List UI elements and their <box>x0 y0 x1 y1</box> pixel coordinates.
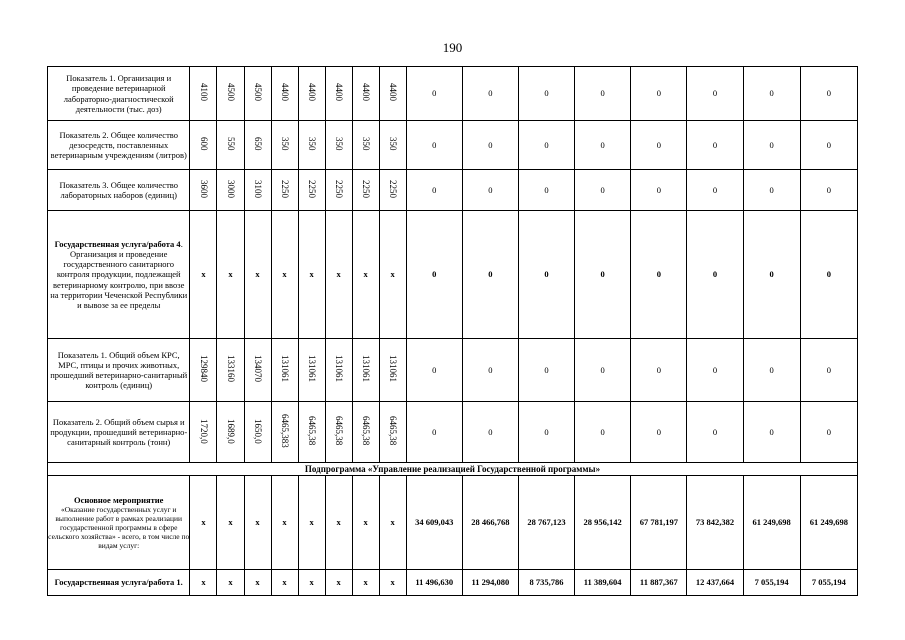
service-name-cell <box>48 211 190 339</box>
indicator-name-cell: Показатель 1. Организация и проведение ветеринарной лабораторно-диагностической деятельности (тыс. доз) <box>48 67 190 121</box>
indicator-value-cell <box>325 67 352 121</box>
amount-cell: 0 <box>631 67 687 121</box>
main-event-title: Основное мероприятие <box>73 494 164 505</box>
amount-cell: 11 496,630 <box>406 570 462 596</box>
amount-cell: 0 <box>575 402 631 463</box>
amount-cell: 0 <box>800 121 857 170</box>
indicator-value-cell <box>190 121 217 170</box>
indicator-value-cell-text: 4400 <box>388 83 399 102</box>
indicator-value-cell-text: 6465,38 <box>388 416 399 446</box>
amount-cell: 0 <box>462 211 518 339</box>
indicator-value-cell-text: 4500 <box>252 83 263 102</box>
amount-cell: 0 <box>462 402 518 463</box>
subprogram-row <box>48 463 858 476</box>
amount-cell: 0 <box>462 339 518 402</box>
amount-cell: 0 <box>743 170 800 211</box>
indicator-value-cell: x <box>190 570 217 596</box>
indicator-value-cell-text: 2250 <box>306 179 317 198</box>
indicator-value-cell-text: 134070 <box>252 355 263 383</box>
amount-cell: 0 <box>575 170 631 211</box>
amount-cell: 61 249,698 <box>800 476 857 570</box>
amount-cell: 0 <box>406 402 462 463</box>
amount-cell: 28 956,142 <box>575 476 631 570</box>
amount-cell: 0 <box>743 211 800 339</box>
indicator-value-cell <box>352 67 379 121</box>
amount-cell: 0 <box>406 170 462 211</box>
indicator-value-cell-text: 131061 <box>388 355 399 383</box>
amount-cell: 11 294,080 <box>462 570 518 596</box>
indicator-value-cell-text: 6465,383 <box>279 414 290 448</box>
indicator-value-cell-text: 133160 <box>225 355 236 383</box>
indicator-value-cell <box>298 339 325 402</box>
indicator-value-cell <box>325 121 352 170</box>
indicator-value-cell: x <box>244 211 271 339</box>
indicator-value-cell <box>379 402 406 463</box>
table-row <box>48 121 858 170</box>
amount-cell: 12 437,664 <box>687 570 743 596</box>
main-event-description: «Оказание государственных услуг и выполнение работ в рамках реализации государственной программы в сфере сельского хозяйства» - всего, в том числе по видам услуг: <box>48 505 190 551</box>
indicator-value-cell <box>379 121 406 170</box>
amount-cell: 0 <box>743 67 800 121</box>
amount-cell: 0 <box>687 67 743 121</box>
amount-cell: 28 466,768 <box>462 476 518 570</box>
table-row <box>48 170 858 211</box>
amount-cell: 0 <box>575 211 631 339</box>
indicator-value-cell: x <box>298 476 325 570</box>
indicator-value-cell-text: 2250 <box>279 179 290 198</box>
indicator-value-cell <box>379 67 406 121</box>
indicator-value-cell <box>217 339 244 402</box>
indicator-value-cell-text: 2250 <box>361 179 372 198</box>
indicator-value-cell <box>271 121 298 170</box>
amount-cell: 0 <box>518 67 574 121</box>
indicator-name-cell: Показатель 1. Общий объем КРС, МРС, птицы и прочих животных, прошедший ветеринарно-санитарный контроль (единиц) <box>48 339 190 402</box>
amount-cell: 7 055,194 <box>800 570 857 596</box>
amount-cell: 0 <box>462 121 518 170</box>
amount-cell: 8 735,786 <box>518 570 574 596</box>
amount-cell: 0 <box>518 402 574 463</box>
indicator-value-cell-text: 3000 <box>225 179 236 198</box>
indicator-value-cell-text: 4100 <box>198 83 209 102</box>
indicator-value-cell: x <box>379 476 406 570</box>
indicator-value-cell: x <box>352 570 379 596</box>
amount-cell: 0 <box>462 170 518 211</box>
indicator-value-cell-text: 3100 <box>252 179 263 198</box>
indicator-value-cell: x <box>325 476 352 570</box>
table-row <box>48 67 858 121</box>
indicator-value-cell-text: 6465,38 <box>334 416 344 446</box>
service-description: . Организация и проведение государственного санитарного контроля продукции, подлежащей ветеринарному контролю, при ввозе на территории Чеченской Республики и вывозе за ее пределы <box>50 238 188 310</box>
amount-cell: 0 <box>631 211 687 339</box>
indicator-value-cell: x <box>190 211 217 339</box>
amount-cell: 61 249,698 <box>743 476 800 570</box>
amount-cell: 11 887,367 <box>631 570 687 596</box>
indicator-value-cell-text: 1689,0 <box>225 418 236 444</box>
page-number: 190 <box>442 40 463 55</box>
indicator-value-cell <box>352 121 379 170</box>
amount-cell: 34 609,043 <box>406 476 462 570</box>
indicator-value-cell: x <box>217 570 244 596</box>
main-event-name-cell <box>48 476 190 570</box>
amount-cell: 0 <box>631 339 687 402</box>
indicator-value-cell <box>325 170 352 211</box>
amount-cell: 0 <box>800 402 857 463</box>
indicator-value-cell: x <box>217 476 244 570</box>
indicator-value-cell <box>352 402 379 463</box>
indicator-value-cell-text: 4400 <box>279 83 290 102</box>
indicator-value-cell: x <box>271 211 298 339</box>
indicator-value-cell: x <box>244 570 271 596</box>
amount-cell: 0 <box>575 121 631 170</box>
amount-cell: 0 <box>800 339 857 402</box>
indicator-value-cell <box>244 170 271 211</box>
amount-cell: 11 389,604 <box>575 570 631 596</box>
subprogram-title: Подпрограмма «Управление реализацией Государственной программы» <box>48 463 858 476</box>
indicator-value-cell-text: 131061 <box>334 355 344 383</box>
indicator-value-cell <box>298 121 325 170</box>
amount-cell: 0 <box>687 170 743 211</box>
budget-table <box>47 66 858 596</box>
amount-cell: 67 781,197 <box>631 476 687 570</box>
amount-cell: 0 <box>631 121 687 170</box>
indicator-value-cell-text: 4400 <box>361 83 372 102</box>
amount-cell: 0 <box>631 402 687 463</box>
indicator-value-cell <box>244 339 271 402</box>
main-event-row <box>48 476 858 570</box>
amount-cell: 0 <box>687 211 743 339</box>
indicator-value-cell: x <box>352 476 379 570</box>
indicator-value-cell <box>217 121 244 170</box>
amount-cell: 0 <box>406 339 462 402</box>
indicator-value-cell <box>298 402 325 463</box>
indicator-value-cell <box>271 402 298 463</box>
indicator-name-cell: Показатель 2. Общее количество дезосредств, поставленных ветеринарным учреждениям (литров) <box>48 121 190 170</box>
indicator-value-cell-text: 1650,0 <box>252 418 263 444</box>
indicator-value-cell-text: 1720,0 <box>198 418 209 444</box>
table-row <box>48 402 858 463</box>
amount-cell: 0 <box>406 121 462 170</box>
indicator-value-cell <box>190 339 217 402</box>
indicator-value-cell-text: 350 <box>334 137 344 151</box>
service-title: Государственная услуга/работа 4 <box>54 238 181 249</box>
indicator-value-cell: x <box>298 211 325 339</box>
indicator-value-cell <box>244 402 271 463</box>
indicator-value-cell-text: 6465,38 <box>361 416 372 446</box>
indicator-value-cell: x <box>271 570 298 596</box>
amount-cell: 0 <box>406 211 462 339</box>
amount-cell: 0 <box>575 339 631 402</box>
indicator-value-cell: x <box>325 211 352 339</box>
amount-cell: 0 <box>631 170 687 211</box>
table-row <box>48 211 858 339</box>
indicator-value-cell <box>271 170 298 211</box>
indicator-value-cell-text: 4400 <box>334 83 344 102</box>
amount-cell: 7 055,194 <box>743 570 800 596</box>
indicator-value-cell: x <box>379 211 406 339</box>
amount-cell: 0 <box>687 121 743 170</box>
amount-cell: 0 <box>575 67 631 121</box>
indicator-value-cell: x <box>244 476 271 570</box>
indicator-name-cell: Показатель 3. Общее количество лабораторных наборов (единиц) <box>48 170 190 211</box>
indicator-value-cell-text: 131061 <box>306 355 317 383</box>
indicator-value-cell <box>271 67 298 121</box>
amount-cell: 0 <box>462 67 518 121</box>
indicator-value-cell <box>190 170 217 211</box>
amount-cell: 0 <box>687 339 743 402</box>
indicator-value-cell: x <box>271 476 298 570</box>
amount-cell: 0 <box>743 402 800 463</box>
indicator-value-cell-text: 129840 <box>198 355 209 383</box>
service-name-cell: Государственная услуга/работа 1. <box>48 570 190 596</box>
indicator-value-cell-text: 350 <box>361 137 372 151</box>
indicator-value-cell-text: 2250 <box>388 179 399 198</box>
indicator-value-cell-text: 2250 <box>334 179 344 198</box>
amount-cell: 0 <box>406 67 462 121</box>
indicator-value-cell <box>352 170 379 211</box>
indicator-value-cell <box>352 339 379 402</box>
indicator-value-cell: x <box>217 211 244 339</box>
amount-cell: 0 <box>800 170 857 211</box>
service-row <box>48 570 858 596</box>
indicator-value-cell <box>379 170 406 211</box>
indicator-value-cell: x <box>379 570 406 596</box>
amount-cell: 0 <box>518 170 574 211</box>
indicator-value-cell <box>244 121 271 170</box>
indicator-value-cell <box>217 402 244 463</box>
indicator-value-cell-text: 6465,38 <box>306 416 317 446</box>
indicator-value-cell: x <box>298 570 325 596</box>
indicator-value-cell <box>190 402 217 463</box>
indicator-value-cell-text: 600 <box>198 137 209 151</box>
indicator-value-cell <box>190 67 217 121</box>
indicator-value-cell <box>244 67 271 121</box>
amount-cell: 0 <box>518 121 574 170</box>
amount-cell: 0 <box>800 67 857 121</box>
amount-cell: 0 <box>800 211 857 339</box>
indicator-value-cell <box>298 170 325 211</box>
indicator-value-cell: x <box>352 211 379 339</box>
indicator-value-cell-text: 3600 <box>198 179 209 198</box>
indicator-value-cell <box>217 170 244 211</box>
table-row <box>48 339 858 402</box>
amount-cell: 28 767,123 <box>518 476 574 570</box>
indicator-value-cell-text: 4400 <box>306 83 317 102</box>
amount-cell: 0 <box>518 211 574 339</box>
indicator-value-cell-text: 131061 <box>279 355 290 383</box>
amount-cell: 0 <box>518 339 574 402</box>
indicator-value-cell: x <box>325 570 352 596</box>
indicator-value-cell <box>271 339 298 402</box>
indicator-value-cell-text: 4500 <box>225 83 236 102</box>
amount-cell: 73 842,382 <box>687 476 743 570</box>
indicator-value-cell <box>217 67 244 121</box>
indicator-value-cell <box>379 339 406 402</box>
indicator-value-cell <box>325 402 352 463</box>
indicator-value-cell <box>298 67 325 121</box>
indicator-name-cell: Показатель 2. Общий объем сырья и продукции, прошедший ветеринарно-санитарный контроль (тонн) <box>48 402 190 463</box>
indicator-value-cell-text: 350 <box>306 137 317 151</box>
amount-cell: 0 <box>743 339 800 402</box>
indicator-value-cell-text: 131061 <box>361 355 372 383</box>
indicator-value-cell-text: 550 <box>225 137 236 151</box>
indicator-value-cell: x <box>190 476 217 570</box>
indicator-value-cell-text: 350 <box>388 137 399 151</box>
indicator-value-cell-text: 350 <box>279 137 290 151</box>
amount-cell: 0 <box>687 402 743 463</box>
amount-cell: 0 <box>743 121 800 170</box>
indicator-value-cell-text: 650 <box>252 137 263 151</box>
indicator-value-cell <box>325 339 352 402</box>
